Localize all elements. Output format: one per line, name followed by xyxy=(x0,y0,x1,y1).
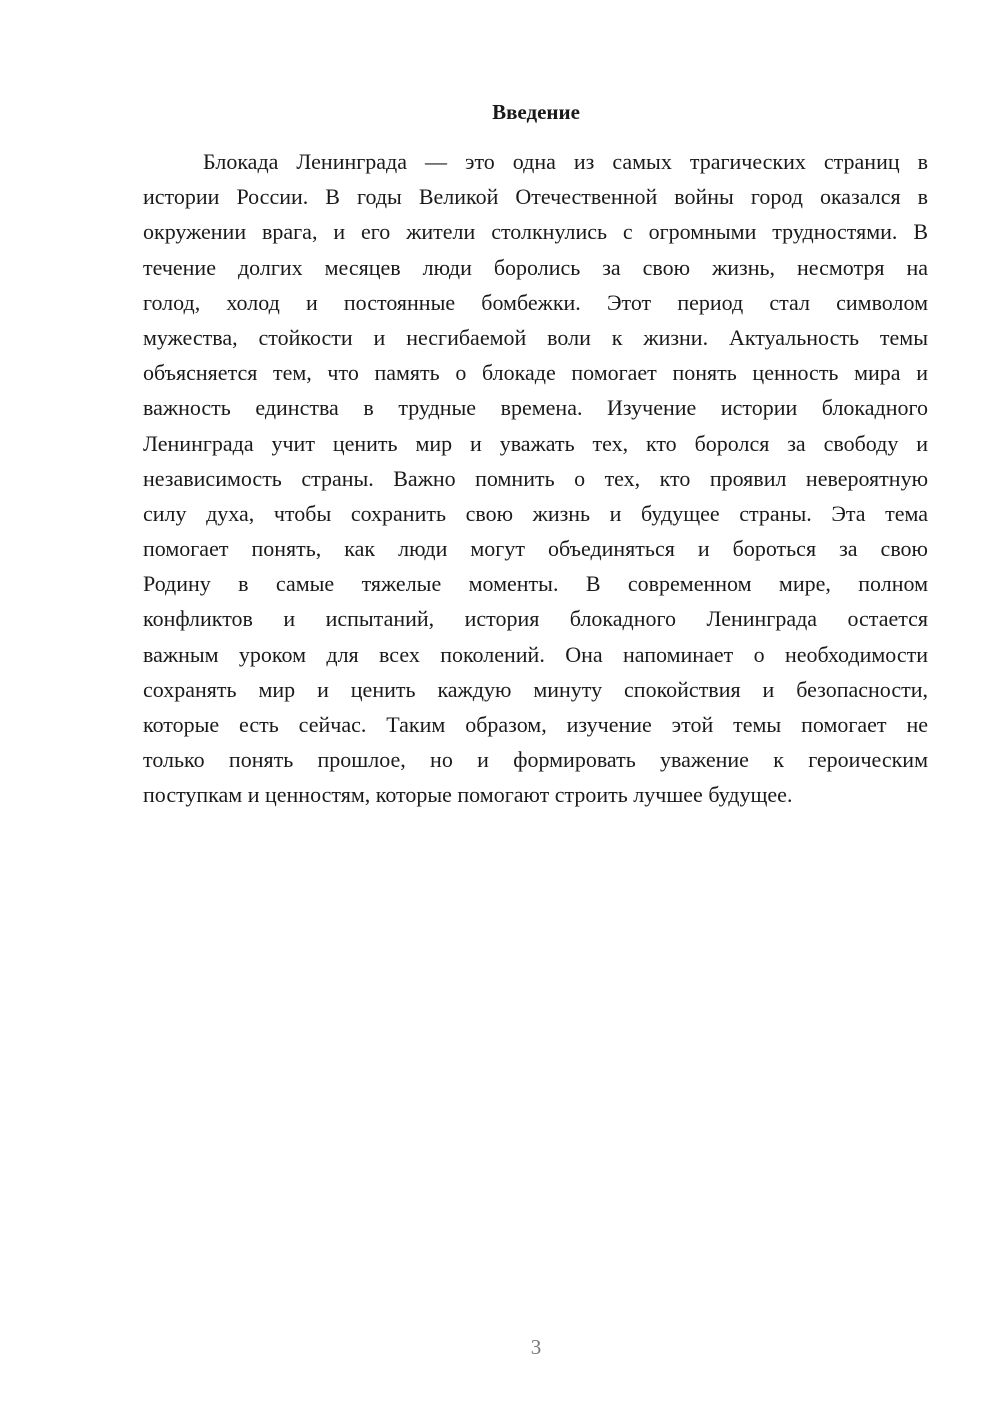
paragraph-line: конфликтов и испытаний, история блокадного Ленинграда остается xyxy=(143,606,928,632)
paragraph-line: поступкам и ценностям, которые помогают строить лучшее будущее. xyxy=(143,782,793,808)
paragraph-line: независимость страны. Важно помнить о тех, кто проявил невероятную xyxy=(143,465,928,491)
paragraph-line: только понять прошлое, но и формировать уважение к героическим xyxy=(143,747,928,773)
paragraph-line: голод, холод и постоянные бомбежки. Этот период стал символом xyxy=(143,289,928,315)
paragraph-line: силу духа, чтобы сохранить свою жизнь и будущее страны. Эта тема xyxy=(143,500,928,526)
paragraph-line: течение долгих месяцев люди боролись за свою жизнь, несмотря на xyxy=(143,254,928,280)
paragraph-line: объясняется тем, что память о блокаде помогает понять ценность мира и xyxy=(143,360,928,386)
paragraph-line: сохранять мир и ценить каждую минуту спокойствия и безопасности, xyxy=(143,676,928,702)
section-heading: Введение xyxy=(492,100,580,124)
paragraph-line: помогает понять, как люди могут объединяться и бороться за свою xyxy=(143,536,928,562)
paragraph-line: которые есть сейчас. Таким образом, изучение этой темы помогает не xyxy=(143,712,928,737)
paragraph-line: Блокада Ленинграда — это одна из самых трагических страниц в xyxy=(203,149,928,174)
paragraph-line: важность единства в трудные времена. Изучение истории блокадного xyxy=(143,395,928,421)
paragraph-line: окружении врага, и его жители столкнулись с огромными трудностями. В xyxy=(143,219,928,245)
body-paragraph xyxy=(143,144,928,813)
paragraph-line: мужества, стойкости и несгибаемой воли к жизни. Актуальность темы xyxy=(143,324,928,350)
paragraph-line: важным уроком для всех поколений. Она напоминает о необходимости xyxy=(143,641,928,667)
page-number: 3 xyxy=(530,1335,542,1359)
paragraph-line: Родину в самые тяжелые моменты. В современном мире, полном xyxy=(143,571,928,597)
paragraph-line: истории России. В годы Великой Отечественной войны город оказался в xyxy=(143,184,928,210)
paragraph-line: Ленинграда учит ценить мир и уважать тех, кто боролся за свободу и xyxy=(143,430,928,456)
